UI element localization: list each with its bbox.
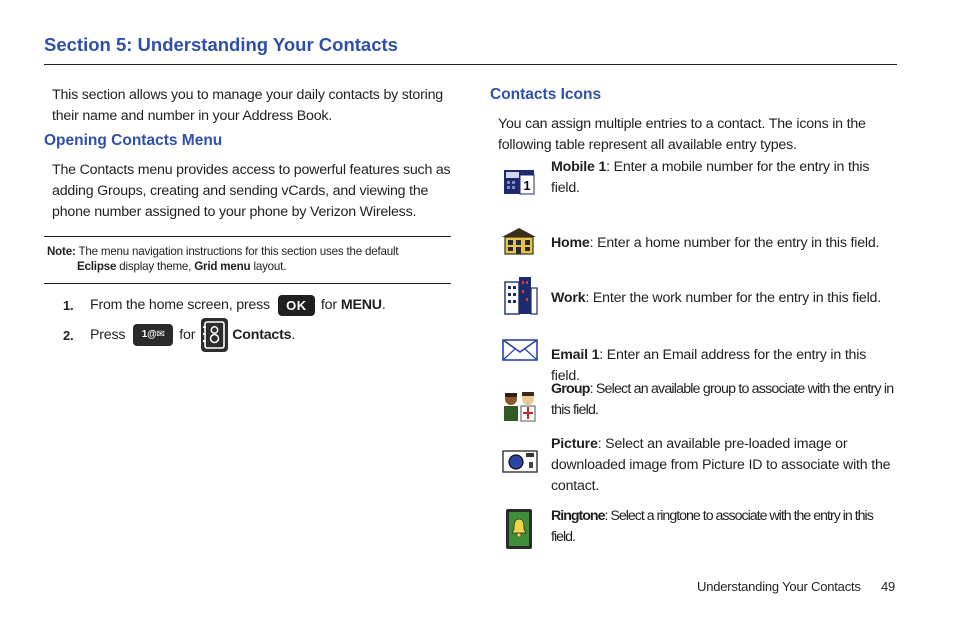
entry-picture (551, 434, 897, 497)
entry-label: Group (551, 381, 590, 397)
entry-home (551, 233, 897, 254)
step-punct: . (381, 297, 386, 313)
ok-key-icon: OK (278, 295, 315, 316)
note-bold-grid-menu: Grid menu (194, 259, 251, 273)
entry-text: : Enter an Email address for the entry in this field. (551, 347, 867, 384)
entry-text: : Select an available pre-loaded image or downloaded image from Picture ID to associate with the contact. (551, 436, 891, 494)
ringtone-icon (505, 508, 533, 550)
opening-contacts-heading: Opening Contacts Menu (44, 132, 223, 149)
step-text: From the home screen, press (90, 297, 270, 313)
entry-work (551, 288, 897, 309)
note-text-1: The menu navigation instructions for this section uses the default (78, 245, 399, 258)
entry-label: Work (551, 290, 586, 306)
contacts-icon (201, 318, 228, 352)
note-rule-bottom (44, 283, 451, 284)
picture-icon (502, 449, 538, 473)
note-rule-top (44, 236, 451, 237)
entry-label: Picture (551, 436, 598, 452)
section-title: Section 5: Understanding Your Contacts (44, 34, 398, 55)
note-text-2: display theme, (119, 259, 192, 273)
note-bold-eclipse: Eclipse (77, 259, 117, 273)
entry-text: : Select a ringtone to associate with the entry in this field. (551, 508, 873, 545)
footer-label: Understanding Your Contacts (697, 579, 861, 594)
step-text: Press (90, 327, 126, 343)
entry-label: Ringtone (551, 508, 605, 524)
page-number: 49 (881, 579, 896, 594)
entry-mobile (551, 157, 897, 199)
step-bold: MENU (340, 297, 382, 313)
step-2 (63, 318, 295, 352)
entry-ringtone (551, 506, 897, 548)
step-text: for (320, 297, 337, 313)
entry-text: : Enter the work number for the entry in this field. (585, 290, 881, 306)
home-icon (500, 226, 538, 256)
entry-label: Home (551, 235, 590, 251)
step-number: 1. (63, 297, 74, 313)
step-punct: . (291, 327, 296, 343)
work-icon (504, 276, 538, 316)
mobile-icon (503, 167, 537, 197)
step-bold: Contacts (232, 327, 292, 343)
opening-contacts-paragraph: The Contacts menu provides access to powerful features such as adding Groups, creating and sending vCards, and viewing the phone number assigned to your phone by Verizon Wireless. (52, 162, 451, 220)
note-box (47, 245, 447, 274)
title-rule (44, 64, 897, 65)
entry-group (551, 379, 897, 421)
entry-label: Email 1 (551, 347, 600, 363)
svg-text:1: 1 (523, 178, 531, 193)
email-icon (502, 339, 538, 361)
entry-text: : Enter a mobile number for the entry in this field. (551, 159, 870, 196)
group-icon (501, 390, 539, 422)
step-number: 2. (63, 327, 74, 343)
note-text-3: layout. (253, 259, 287, 273)
entry-text: : Select an available group to associate with the entry in this field. (551, 381, 894, 418)
intro-paragraph: This section allows you to manage your daily contacts by storing their name and number in your Address Book. (52, 87, 443, 124)
entry-text: : Enter a home number for the entry in this field. (589, 235, 880, 251)
step-text: for (179, 327, 196, 343)
step-1 (63, 294, 386, 316)
contacts-icons-heading: Contacts Icons (490, 86, 602, 103)
entry-label: Mobile 1 (551, 159, 607, 175)
one-key-icon: 1@✉ (133, 324, 173, 346)
contacts-icons-intro: You can assign multiple entries to a contact. The icons in the following table represent all available entry types. (498, 116, 866, 153)
note-label: Note: (47, 245, 76, 258)
